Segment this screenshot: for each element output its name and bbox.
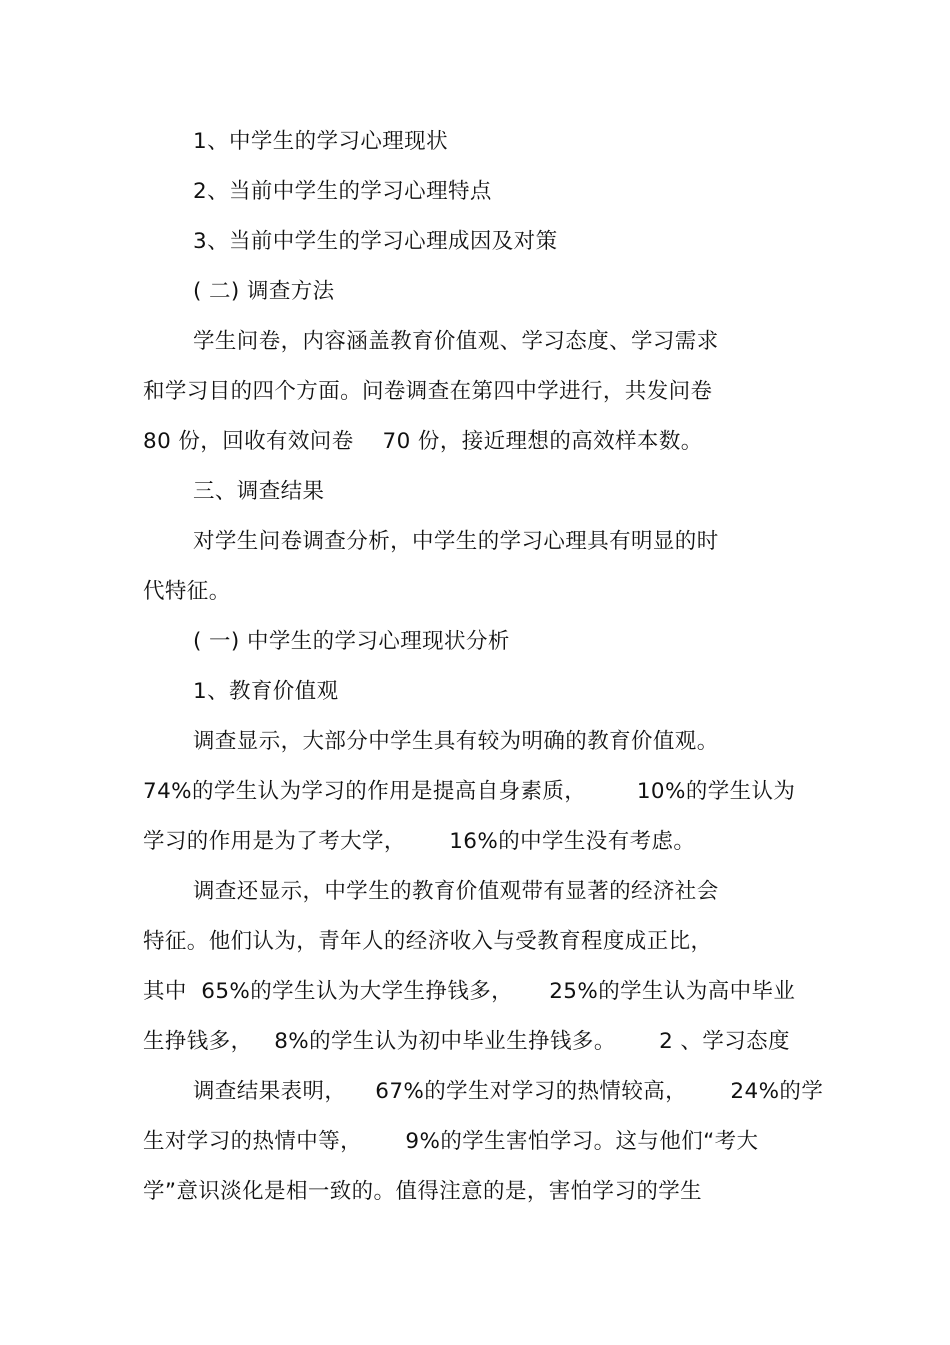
paragraph-line: 特征。他们认为，青年人的经济收入与受教育程度成正比， [143,929,713,954]
paragraph-line: 学习的作用是为了考大学， 16%的中学生没有考虑。 [143,829,696,854]
outline-item-2: 2、当前中学生的学习心理特点 [193,179,492,204]
paragraph-line: 调查显示，大部分中学生具有较为明确的教育价值观。 [193,729,719,754]
paragraph-line: 学生问卷，内容涵盖教育价值观、学习态度、学习需求 [193,329,719,354]
paragraph-line: 对学生问卷调查分析，中学生的学习心理具有明显的时 [193,529,719,554]
outline-item-1: 1、中学生的学习心理现状 [193,129,448,154]
paragraph-line: 和学习目的四个方面。问卷调查在第四中学进行，共发问卷 [143,379,713,404]
paragraph-line: 调查结果表明， 67%的学生对学习的热情较高， 24%的学 [193,1079,824,1104]
section-heading-survey-method: ( 二) 调查方法 [193,279,335,304]
paragraph-line: 学”意识淡化是相一致的。值得注意的是，害怕学习的学生 [143,1179,703,1204]
paragraph-line: 80 份，回收有效问卷 70 份，接近理想的高效样本数。 [143,429,703,454]
outline-item-3: 3、当前中学生的学习心理成因及对策 [193,229,558,254]
paragraph-line: 生对学习的热情中等， 9%的学生害怕学习。这与他们“考大 [143,1129,759,1154]
subsection-heading-status-analysis: ( 一) 中学生的学习心理现状分析 [193,629,510,654]
paragraph-line: 代特征。 [143,579,231,604]
paragraph-line: 74%的学生认为学习的作用是提高自身素质， 10%的学生认为 [143,779,796,804]
section-heading-results: 三、调查结果 [193,479,325,504]
paragraph-line: 调查还显示，中学生的教育价值观带有显著的经济社会 [193,879,719,904]
paragraph-line: 生挣钱多， 8%的学生认为初中毕业生挣钱多。 2 、学习态度 [143,1029,790,1054]
paragraph-line: 其中 65%的学生认为大学生挣钱多， 25%的学生认为高中毕业 [143,979,796,1004]
subsection-heading-education-values: 1、教育价值观 [193,679,339,704]
